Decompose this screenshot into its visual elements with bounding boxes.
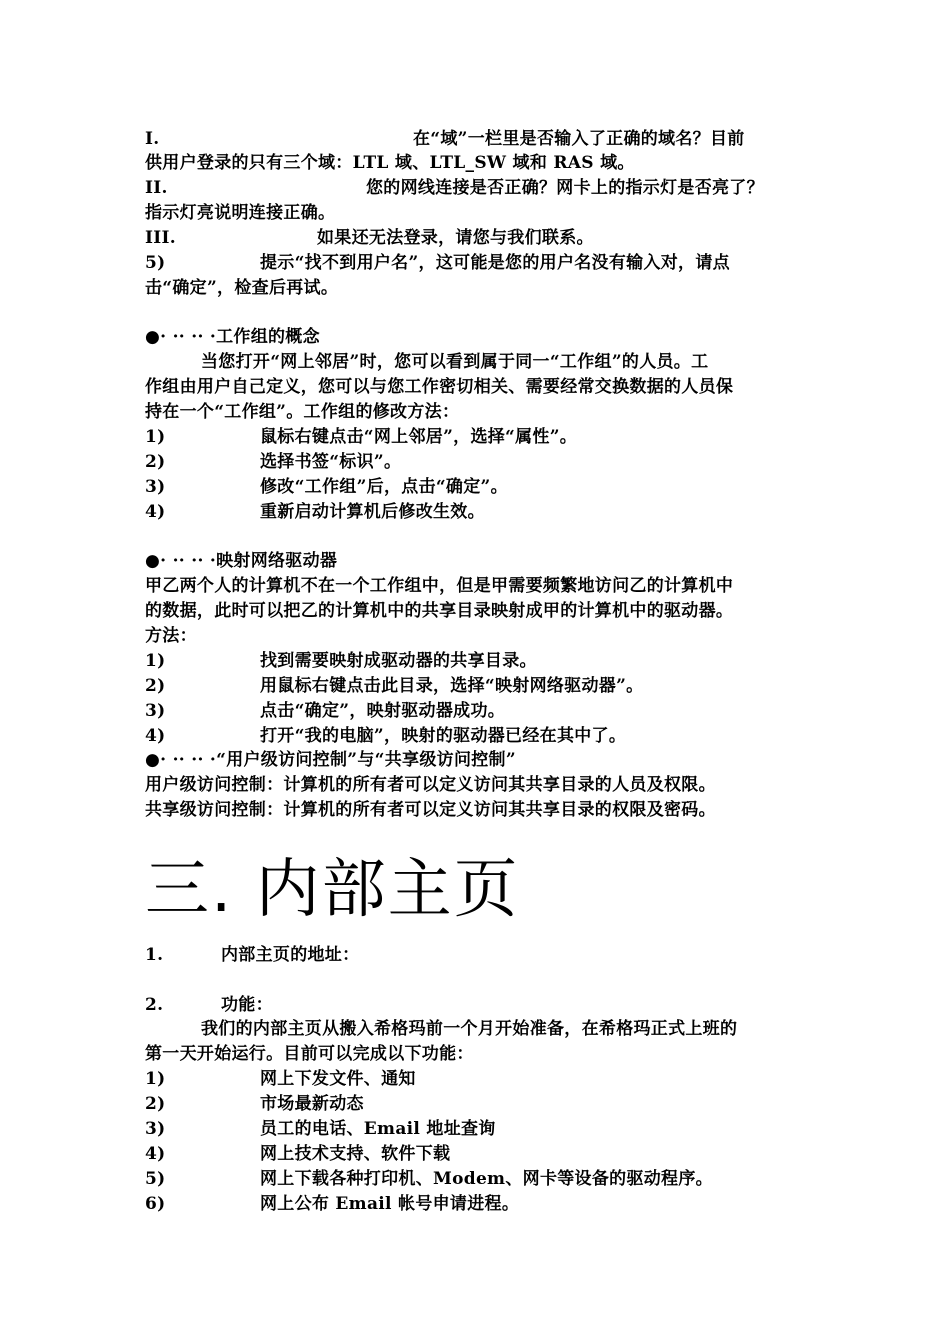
item-text: 网上技术支持、软件下载 bbox=[260, 1144, 451, 1164]
item-number: 1) bbox=[145, 651, 166, 671]
check-domain-line bbox=[145, 127, 745, 151]
bullet-icon: ●· ·· ·· · bbox=[145, 327, 217, 347]
paragraph-line: 持在一个“工作组”。工作组的修改方法： bbox=[145, 402, 460, 422]
list-item bbox=[145, 1067, 416, 1091]
item-number: 4) bbox=[145, 726, 166, 746]
heading-text: 工作组的概念 bbox=[216, 327, 320, 347]
list-item bbox=[145, 1117, 496, 1141]
list-item bbox=[145, 251, 730, 275]
list-item bbox=[145, 674, 643, 698]
item-number: 3) bbox=[145, 477, 166, 497]
roman-numeral: I. bbox=[145, 129, 160, 149]
numbered-item bbox=[145, 993, 273, 1017]
list-item bbox=[145, 1167, 713, 1191]
item-number: 6) bbox=[145, 1194, 166, 1214]
item-number: 2) bbox=[145, 1094, 166, 1114]
item-number: 3) bbox=[145, 1119, 166, 1139]
list-item bbox=[145, 475, 508, 499]
domain-list-line: 供用户登录的只有三个域：LTL 域、LTL_SW 域和 RAS 域。 bbox=[145, 153, 635, 173]
list-item bbox=[145, 649, 537, 673]
item-text: 提示“找不到用户名”，这可能是您的用户名没有输入对，请点 bbox=[260, 253, 730, 273]
bullet-icon: ●· ·· ·· · bbox=[145, 750, 217, 770]
roman-numeral: II. bbox=[145, 178, 168, 198]
item-text: 打开“我的电脑”，映射的驱动器已经在其中了。 bbox=[260, 726, 627, 746]
numbered-item bbox=[145, 943, 359, 967]
item-number: 5) bbox=[145, 1169, 166, 1189]
heading-text: 映射网络驱动器 bbox=[216, 551, 338, 571]
mapdrive-heading bbox=[145, 549, 337, 573]
item-number: 5) bbox=[145, 253, 166, 273]
section-title: 三. 内部主页 bbox=[145, 853, 520, 927]
item-text: 点击“确定”，映射驱动器成功。 bbox=[260, 701, 506, 721]
item-text: 功能： bbox=[221, 995, 273, 1015]
list-item bbox=[145, 1142, 450, 1166]
line-text: 在“域”一栏里是否输入了正确的域名？目前 bbox=[413, 129, 745, 149]
item-text: 修改“工作组”后，点击“确定”。 bbox=[260, 477, 508, 497]
item-number: 3) bbox=[145, 701, 166, 721]
bullet-icon: ●· ·· ·· · bbox=[145, 551, 217, 571]
paragraph-line: 当您打开“网上邻居”时，您可以看到属于同一“工作组”的人员。工 bbox=[201, 352, 709, 372]
item-number: 4) bbox=[145, 1144, 166, 1164]
roman-numeral: III. bbox=[145, 228, 176, 248]
item-text: 选择书签“标识”。 bbox=[260, 452, 402, 472]
paragraph-line: 作组由用户自己定义，您可以与您工作密切相关、需要经常交换数据的人员保 bbox=[145, 377, 734, 397]
access-heading bbox=[145, 748, 516, 772]
item-text: 网上下载各种打印机、Modem、网卡等设备的驱动程序。 bbox=[260, 1169, 713, 1189]
line-text: 您的网线连接是否正确？网卡上的指示灯是否亮了？ bbox=[366, 178, 764, 198]
paragraph-line: 的数据，此时可以把乙的计算机中的共享目录映射成甲的计算机中的驱动器。 bbox=[145, 601, 734, 621]
paragraph-line: 共享级访问控制：计算机的所有者可以定义访问其共享目录的权限及密码。 bbox=[145, 800, 716, 820]
heading-text: “用户级访问控制”与“共享级访问控制” bbox=[216, 750, 516, 770]
list-item bbox=[145, 724, 626, 748]
item-number: 2) bbox=[145, 452, 166, 472]
item-text: 内部主页的地址： bbox=[221, 945, 360, 965]
list-item bbox=[145, 425, 577, 449]
item-number: 2) bbox=[145, 676, 166, 696]
item-text: 鼠标右键点击“网上邻居”，选择“属性”。 bbox=[260, 427, 578, 447]
item-text: 网上公布 Email 帐号申请进程。 bbox=[260, 1194, 520, 1214]
contact-line bbox=[145, 226, 594, 250]
list-item bbox=[145, 500, 485, 524]
workgroup-heading bbox=[145, 325, 320, 349]
item-number: 2. bbox=[145, 995, 164, 1015]
line-text: 如果还无法登录，请您与我们联系。 bbox=[317, 228, 594, 248]
paragraph-line: 第一天开始运行。目前可以完成以下功能： bbox=[145, 1044, 474, 1064]
paragraph-line: 用户级访问控制：计算机的所有者可以定义访问其共享目录的人员及权限。 bbox=[145, 775, 716, 795]
retry-line: 击“确定”，检查后再试。 bbox=[145, 278, 339, 298]
list-item bbox=[145, 1192, 519, 1216]
list-item bbox=[145, 450, 401, 474]
item-text: 员工的电话、Email 地址查询 bbox=[260, 1119, 496, 1139]
list-item bbox=[145, 1092, 364, 1116]
item-text: 用鼠标右键点击此目录，选择“映射网络驱动器”。 bbox=[260, 676, 644, 696]
paragraph-line: 我们的内部主页从搬入希格玛前一个月开始准备，在希格玛正式上班的 bbox=[201, 1019, 738, 1039]
item-number: 1) bbox=[145, 427, 166, 447]
item-number: 1) bbox=[145, 1069, 166, 1089]
item-text: 网上下发文件、通知 bbox=[260, 1069, 416, 1089]
paragraph-line: 方法： bbox=[145, 626, 197, 646]
item-number: 4) bbox=[145, 502, 166, 522]
check-cable-line bbox=[145, 176, 764, 200]
item-text: 重新启动计算机后修改生效。 bbox=[260, 502, 485, 522]
item-text: 市场最新动态 bbox=[260, 1094, 364, 1114]
item-text: 找到需要映射成驱动器的共享目录。 bbox=[260, 651, 537, 671]
paragraph-line: 甲乙两个人的计算机不在一个工作组中，但是甲需要频繁地访问乙的计算机中 bbox=[145, 576, 734, 596]
list-item bbox=[145, 699, 505, 723]
indicator-line: 指示灯亮说明连接正确。 bbox=[145, 203, 336, 223]
item-number: 1. bbox=[145, 945, 164, 965]
